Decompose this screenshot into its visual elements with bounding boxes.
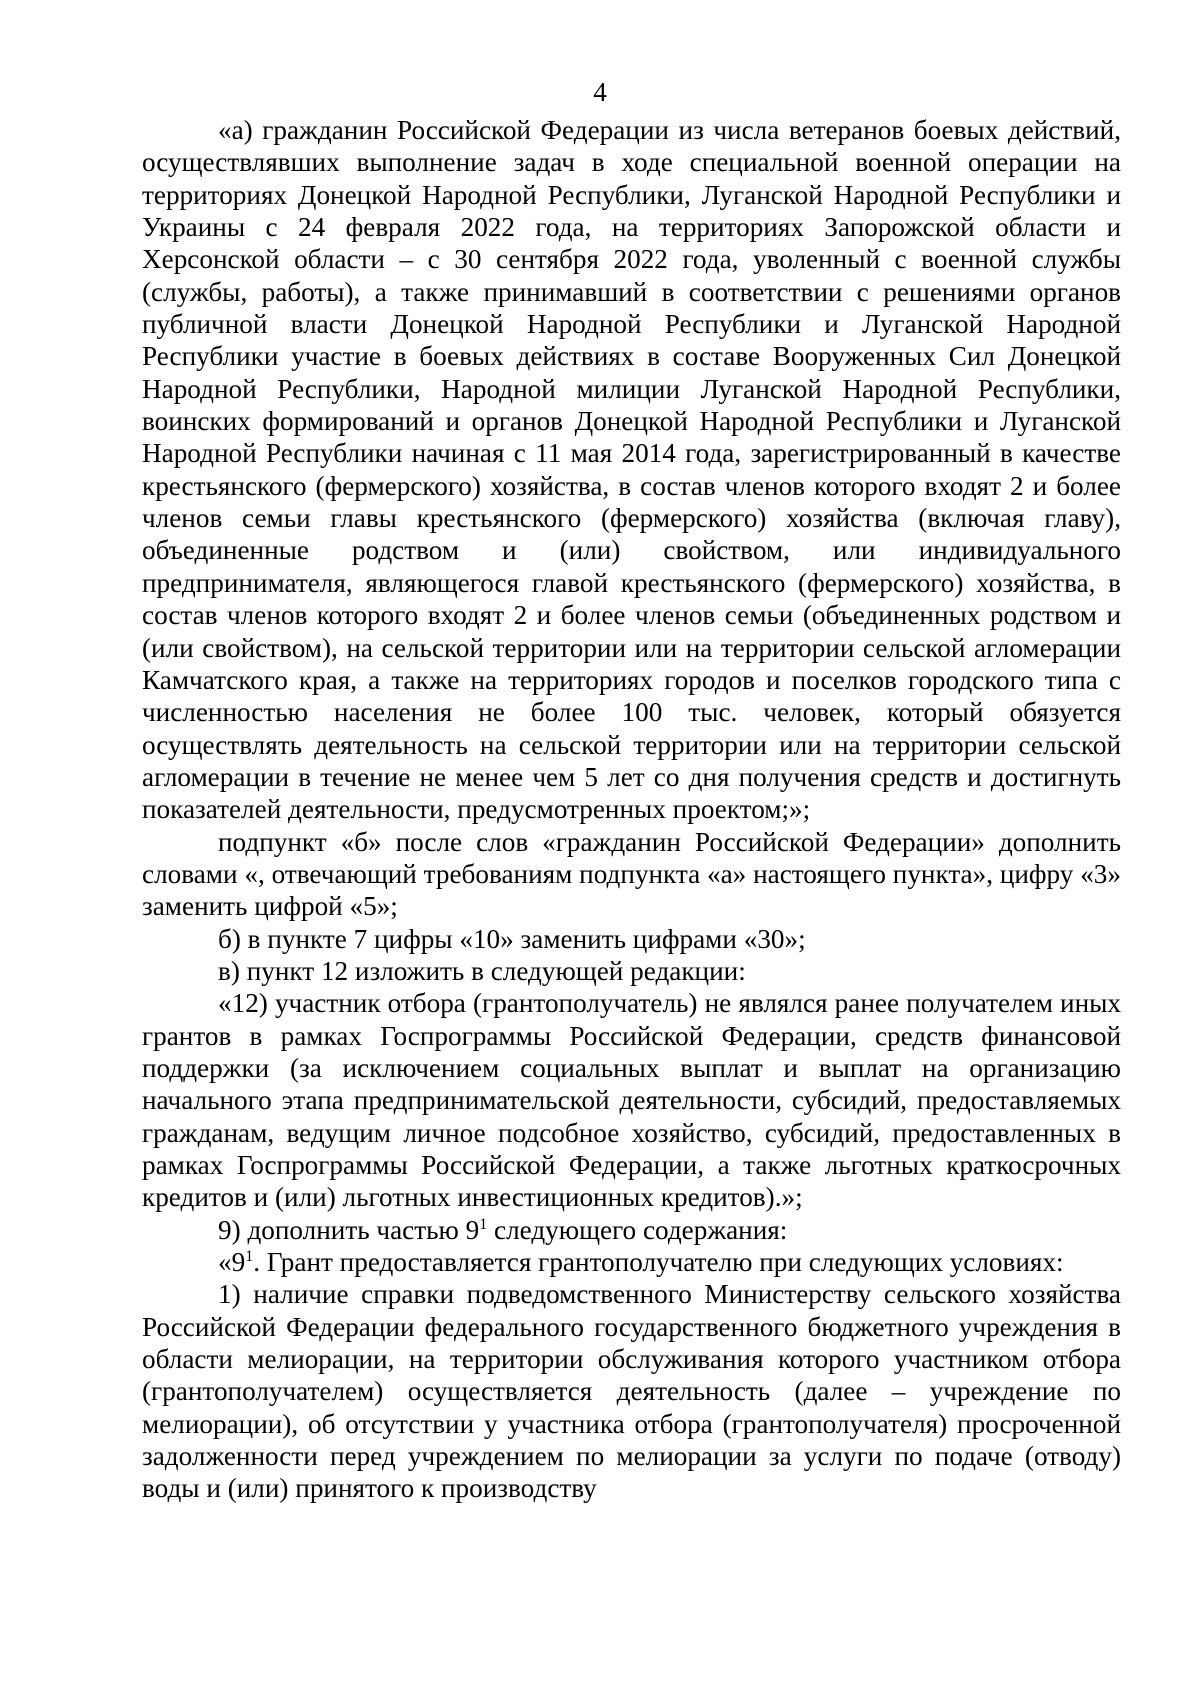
paragraph-point-7-amendment: б) в пункте 7 цифры «10» заменить цифрами «30»; [218, 923, 806, 954]
part-9-1-intro-tail: следующего содержания: [487, 1214, 788, 1245]
superscript-1: 1 [479, 1215, 488, 1233]
part-9-1-intro-text: 9) дополнить частью 9 [218, 1214, 480, 1245]
document-body [142, 114, 1121, 1505]
page-number: 4 [593, 77, 607, 107]
paragraph-condition-1: 1) наличие справки подведомственного Министерству сельского хозяйства Российской Федерации федерального государственного бюджетного учреждения в области мелиорации, на территории обслуживания которого участником отбора (грантополучателем) осуществляется деятельность (далее – учреждение по мелиорации), об отсутствии у участника отбора (грантополучателя) просроченной задолженности перед учреждением по мелиорации за услуги по подаче (отводу) воды и (или) принятого к производству [142, 1279, 1121, 1504]
superscript-1: 1 [245, 1248, 254, 1266]
paragraph-part-9-1-intro [142, 1214, 1121, 1246]
paragraph-subpoint-b-amendment: подпункт «б» после слов «гражданин Российской Федерации» дополнить словами «, отвечающий требованиям подпункта «а» настоящего пункта», цифру «3» заменить цифрой «5»; [142, 826, 1121, 922]
paragraph-point-12-intro: в) пункт 12 изложить в следующей редакции: [218, 955, 746, 986]
paragraph-part-9-1-heading [142, 1246, 1121, 1278]
part-9-1-heading-number: «9 [218, 1247, 246, 1278]
paragraph-subpoint-a: «а) гражданин Российской Федерации из числа ветеранов боевых действий, осуществлявших выполнение задач в ходе специальной военной операции на территориях Донецкой Народной Республики, Луганской Народной Республики и Украины с 24 февраля 2022 года, на территориях Запорожской области и Херсонской области – с 30 сентября 2022 года, уволенный с военной службы (службы, работы), а также принимавший в соответствии с решениями органов публичной власти Донецкой Народной Республики и Луганской Народной Республики участие в боевых действиях в составе Вооруженных Сил Донецкой Народной Республики, Народной милиции Луганской Народной Республики, воинских формирований и органов Донецкой Народной Республики и Луганской Народной Республики начиная с 11 мая 2014 года, зарегистрированный в качестве крестьянского (фермерского) хозяйства, в состав членов которого входят 2 и более членов семьи главы крестьянского (фермерского) хозяйства (включая главу), объединенные родством и (или) свойством, или индивидуального предпринимателя, являющегося главой крестьянского (фермерского) хозяйства, в состав членов которого входят 2 и более членов семьи (объединенных родством и (или свойством), на сельской территории или на территории сельской агломерации Камчатского края, а также на территориях городов и поселков городского типа с численностью населения не более 100 тыс. человек, который обязуется осуществлять деятельность на сельской территории или на территории сельской агломерации в течение не менее чем 5 лет со дня получения средств и достигнуть показателей деятельности, предусмотренных проектом;»; [142, 115, 1121, 825]
part-9-1-heading-text: . Грант предоставляется грантополучателю при следующих условиях: [253, 1247, 1064, 1278]
paragraph-point-12-text: «12) участник отбора (грантополучатель) не являлся ранее получателем иных грантов в рамках Госпрограммы Российской Федерации, средств финансовой поддержки (за исключением социальных выплат и выплат на организацию начального этапа предпринимательской деятельности, субсидий, предоставляемых гражданам, ведущим личное подсобное хозяйство, субсидий, предоставленных в рамках Госпрограммы Российской Федерации, а также льготных краткосрочных кредитов и (или) льготных инвестиционных кредитов).»; [142, 988, 1121, 1213]
